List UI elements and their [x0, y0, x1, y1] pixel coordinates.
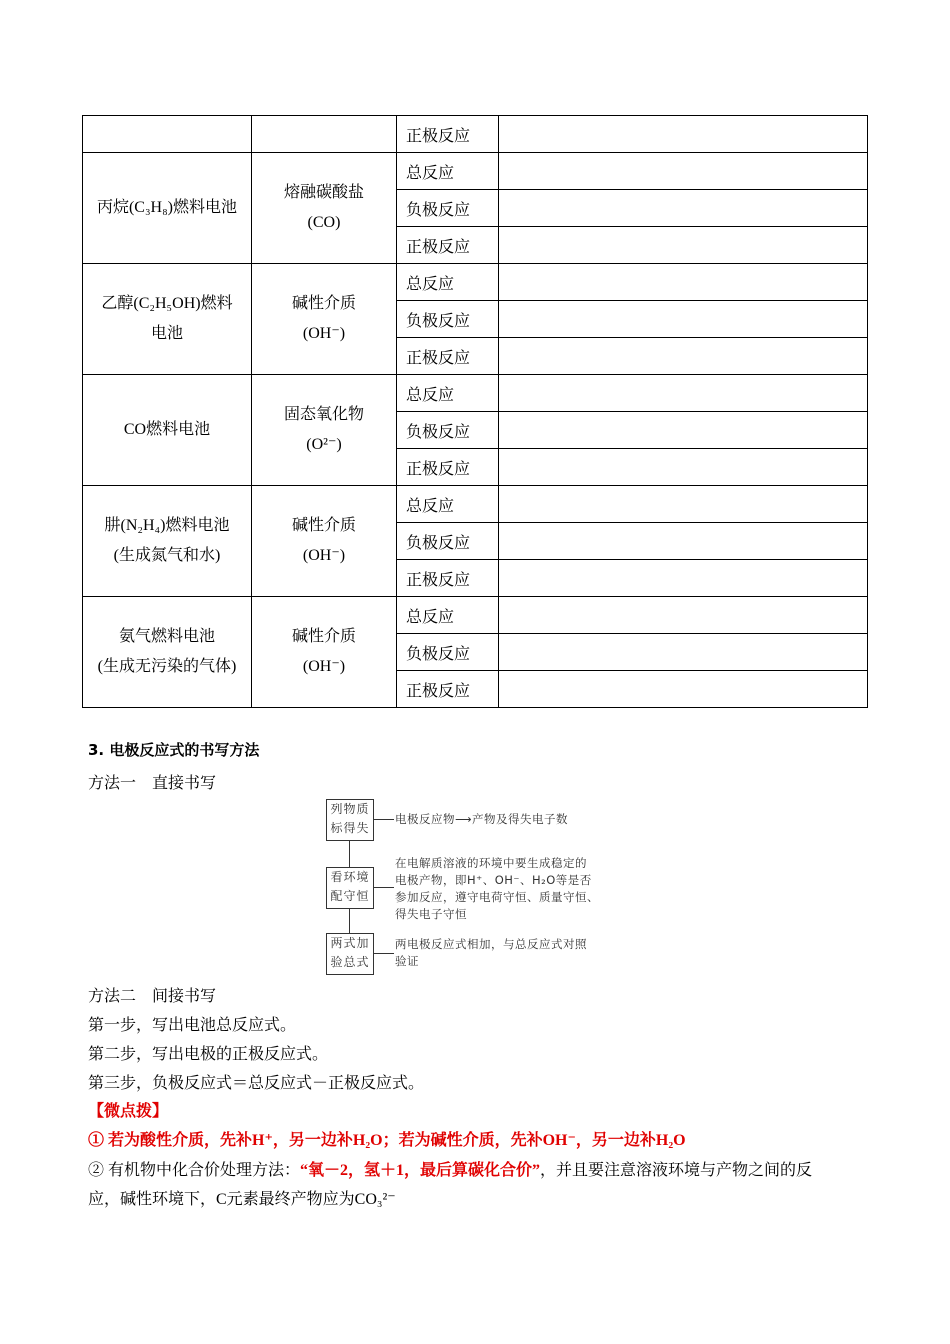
answer-cell[interactable] [499, 597, 868, 634]
medium-cell: 熔融碳酸盐 (CO) [252, 153, 397, 264]
flow-box-1: 列物质 标得失 [326, 799, 374, 841]
reaction-type-cell: 总反应 [397, 153, 499, 190]
answer-cell[interactable] [499, 486, 868, 523]
section-title: 3. 电极反应式的书写方法 [88, 741, 260, 759]
tip-2 [88, 1157, 868, 1180]
answer-cell[interactable] [499, 338, 868, 375]
flow-box-3: 两式加 验总式 [326, 933, 374, 975]
tip-2-tail: ，并且要注意溶液环境与产物之间的反 [540, 1162, 813, 1179]
reaction-type-cell: 总反应 [397, 375, 499, 412]
flow-desc-1: 电极反应物⟶产物及得失电子数 [395, 812, 568, 826]
answer-cell[interactable] [499, 264, 868, 301]
step-2: 第二步，写出电极的正极反应式。 [88, 1046, 329, 1063]
answer-cell[interactable] [499, 190, 868, 227]
reaction-type-cell: 正极反应 [397, 671, 499, 708]
flow-desc-2: 在电解质溶液的环境中要生成稳定的 电极产物，即H⁺、OH⁻、H₂O等是否 参加反应，遵守电荷守恒、质量守恒、 得失电子守恒 [395, 856, 599, 921]
medium-cell: 固态氧化物 (O²⁻) [252, 375, 397, 486]
step-3: 第三步，负极反应式＝总反应式－正极反应式。 [88, 1075, 425, 1092]
table-row [83, 153, 868, 190]
medium-cell [252, 116, 397, 153]
answer-cell[interactable] [499, 375, 868, 412]
table-row [83, 486, 868, 523]
reaction-type-cell: 负极反应 [397, 634, 499, 671]
flow-arrow [349, 841, 350, 867]
method1-label: 方法一 直接书写 [88, 775, 217, 792]
flow-connector [374, 887, 394, 888]
tip-2-cont: 应，碱性环境下，C元素最终产物应为CO₃²⁻ [88, 1191, 396, 1208]
reaction-type-cell: 总反应 [397, 486, 499, 523]
step-1: 第一步，写出电池总反应式。 [88, 1017, 297, 1034]
flow-box-2: 看环境 配守恒 [326, 867, 374, 909]
flow-connector [374, 819, 394, 820]
answer-cell[interactable] [499, 449, 868, 486]
answer-cell[interactable] [499, 671, 868, 708]
tip-2-rule: “氧－2，氢＋1，最后算碳化合价” [300, 1162, 541, 1179]
reaction-type-cell: 正极反应 [397, 227, 499, 264]
table-row [83, 264, 868, 301]
reaction-type-cell: 负极反应 [397, 190, 499, 227]
fuel-cell-table [82, 115, 868, 708]
answer-cell[interactable] [499, 153, 868, 190]
answer-cell[interactable] [499, 116, 868, 153]
battery-name-cell: 肼(N₂H₄)燃料电池 (生成氮气和水) [83, 486, 252, 597]
flow-diagram [322, 797, 642, 977]
table-row [83, 375, 868, 412]
answer-cell[interactable] [499, 412, 868, 449]
tip-1: ① 若为酸性介质，先补H⁺，另一边补H₂O；若为碱性介质，先补OH⁻，另一边补H₂O [88, 1132, 686, 1149]
answer-cell[interactable] [499, 523, 868, 560]
medium-cell: 碱性介质 (OH⁻) [252, 264, 397, 375]
tip-2-lead: ② 有机物中化合价处理方法： [88, 1162, 301, 1179]
battery-name-cell: CO燃料电池 [83, 375, 252, 486]
reaction-type-cell: 负极反应 [397, 412, 499, 449]
method2-label: 方法二 间接书写 [88, 988, 217, 1005]
battery-name-cell: 乙醇(C₂H₅OH)燃料 电池 [83, 264, 252, 375]
answer-cell[interactable] [499, 227, 868, 264]
flow-arrow [349, 909, 350, 933]
answer-cell[interactable] [499, 560, 868, 597]
reaction-type-cell: 正极反应 [397, 338, 499, 375]
battery-name-cell: 氨气燃料电池 (生成无污染的气体) [83, 597, 252, 708]
reaction-type-cell: 负极反应 [397, 523, 499, 560]
medium-cell: 碱性介质 (OH⁻) [252, 597, 397, 708]
tip-title: 【微点拨】 [88, 1103, 169, 1120]
reaction-type-cell: 正极反应 [397, 116, 499, 153]
table-row [83, 597, 868, 634]
answer-cell[interactable] [499, 634, 868, 671]
reaction-type-cell: 总反应 [397, 597, 499, 634]
flow-connector [374, 953, 394, 954]
reaction-type-cell: 正极反应 [397, 560, 499, 597]
table-row [83, 116, 868, 153]
reaction-type-cell: 正极反应 [397, 449, 499, 486]
reaction-type-cell: 负极反应 [397, 301, 499, 338]
answer-cell[interactable] [499, 301, 868, 338]
flow-desc-3: 两电极反应式相加，与总反应式对照 验证 [395, 937, 587, 968]
battery-name-cell: 丙烷(C₃H₈)燃料电池 [83, 153, 252, 264]
battery-name-cell [83, 116, 252, 153]
reaction-type-cell: 总反应 [397, 264, 499, 301]
medium-cell: 碱性介质 (OH⁻) [252, 486, 397, 597]
